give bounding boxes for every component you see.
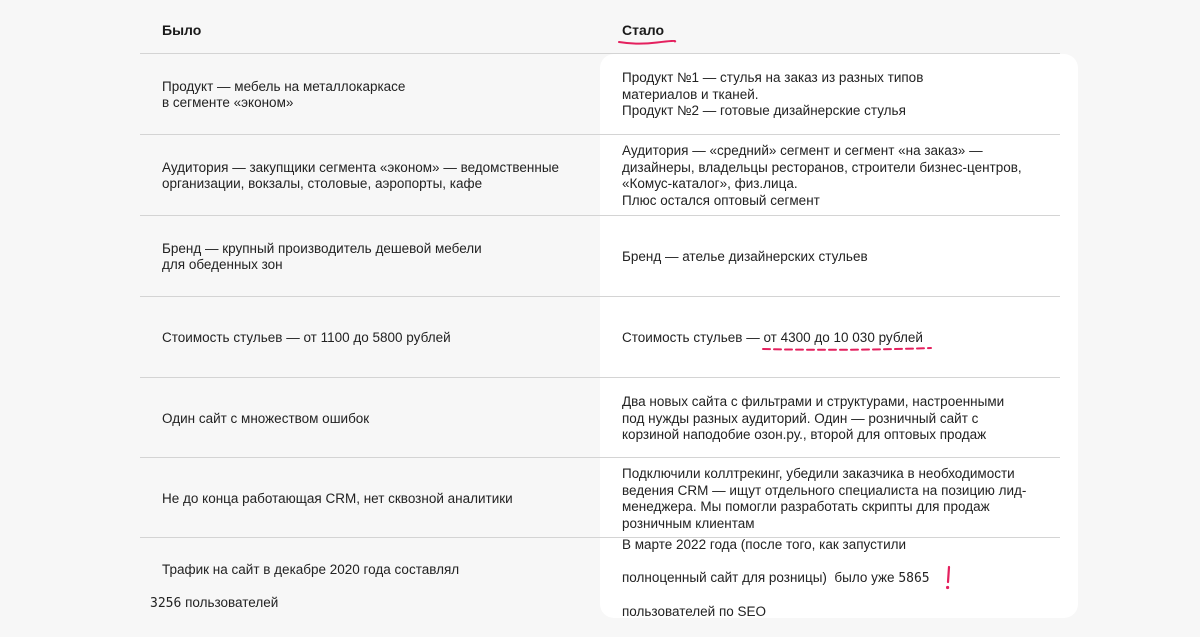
cell-after: Аудитория — «средний» сегмент и сегмент «на заказ» — дизайнеры, владельцы ресторанов, строители бизнес-центров, «Комус-каталог», физ.лица. Плюс остался оптовый сегмент <box>622 143 1022 208</box>
divider <box>140 296 1060 297</box>
cell-after: Два новых сайта с фильтрами и структурами, настроенными под нужды разных аудиторий. Один — розничный сайт с корзиной наподобие озон.ру., второй для оптовых продаж <box>622 394 1005 443</box>
table-row <box>140 136 1060 216</box>
table-row <box>140 298 1060 378</box>
cell-after: Подключили коллтрекинг, убедили заказчика в необходимости ведения CRM — ищут отдельного специалиста на позицию лид- менеджера. Мы помогли разработать скрипты для продаж розничным клиентам <box>622 466 1027 531</box>
after-price-prefix: Стоимость стульев — <box>622 329 764 345</box>
cell-before: Один сайт с множеством ошибок <box>162 410 370 426</box>
divider <box>140 215 1060 216</box>
header-underline-stroke <box>617 38 677 46</box>
table-row <box>140 379 1060 459</box>
traffic-after-line1: В марте 2022 года (после того, как запустили <box>622 537 907 553</box>
header-after: Стало <box>622 22 665 38</box>
cell-before: Стоимость стульев — от 1100 до 5800 рублей <box>162 329 451 345</box>
traffic-after-line3: пользователей по SEO <box>622 604 767 620</box>
cell-after <box>622 539 1057 619</box>
cell-after: Бренд — ателье дизайнерских стульев <box>622 248 868 264</box>
traffic-before-number: 3256 <box>150 595 182 611</box>
highlighted-price <box>763 330 922 347</box>
cell-before: Аудитория — закупщики сегмента «эконом» — ведомственные организации, вокзалы, столовые, аэропорты, кафе <box>162 159 560 191</box>
highlighted-price-text: от 4300 до 10 030 рублей <box>763 329 923 345</box>
divider <box>140 457 1060 458</box>
cell-before <box>150 539 582 627</box>
table-row <box>140 217 1060 297</box>
table-row <box>140 55 1060 135</box>
cell-before: Бренд — крупный производитель дешевой мебели для обеденных зон <box>162 240 482 272</box>
traffic-after-number: 5865 <box>898 571 930 587</box>
divider <box>140 377 1060 378</box>
cell-before: Не до конца работающая CRM, нет сквозной аналитики <box>162 490 513 506</box>
table-row <box>140 539 1060 619</box>
header-before: Было <box>162 22 202 38</box>
traffic-before-suffix: пользователей <box>181 594 279 610</box>
cell-after <box>622 298 1057 378</box>
exclamation-mark-icon <box>943 565 955 591</box>
traffic-before-line: Трафик на сайт в декабре 2020 года составлял <box>162 561 460 577</box>
traffic-after-line2: полноценный сайт для розницы) было уже <box>622 570 899 586</box>
cell-after: Продукт №1 — стулья на заказ из разных типов материалов и тканей. Продукт №2 — готовые дизайнерские стулья <box>622 70 924 119</box>
cell-before: Продукт — мебель на металлокаркасе в сегменте «эконом» <box>162 78 406 110</box>
divider <box>140 134 1060 135</box>
divider <box>140 53 1060 54</box>
dashed-underline-stroke <box>761 346 933 352</box>
